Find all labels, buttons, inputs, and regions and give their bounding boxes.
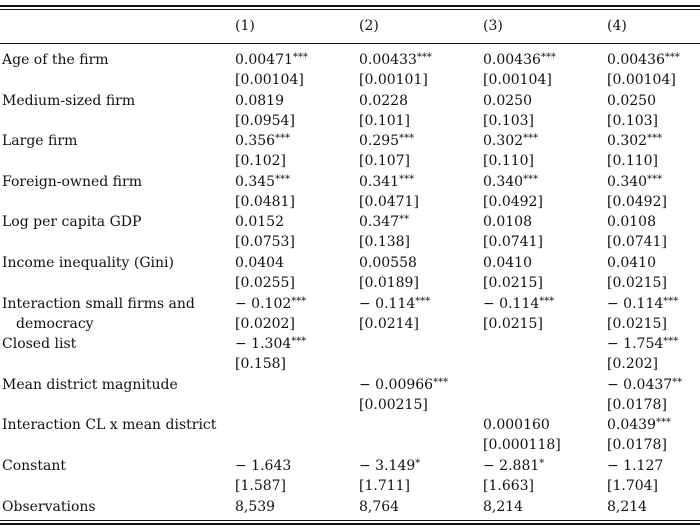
coefficient-value: 0.00433	[359, 52, 417, 68]
coefficient-cell	[483, 457, 544, 477]
standard-error-cell: [0.101]	[359, 113, 411, 129]
significance-stars: *	[539, 458, 545, 469]
coefficient-value: 0.302	[483, 133, 524, 149]
coefficient-cell	[483, 416, 550, 436]
coefficient-value: 0.345	[235, 174, 276, 190]
coefficient-value: 0.00436	[483, 52, 541, 68]
coefficient-cell	[607, 376, 682, 396]
coefficient-value: − 0.114	[483, 296, 540, 312]
significance-stars: ***	[539, 296, 555, 307]
standard-error-cell: [0.0255]	[235, 275, 295, 291]
coefficient-value: 0.0410	[607, 255, 656, 271]
standard-error-cell: [0.0215]	[607, 316, 667, 332]
standard-error-cell: [0.0189]	[359, 275, 419, 291]
standard-error-cell: [1.663]	[483, 478, 535, 494]
coefficient-value: 0.0250	[607, 93, 656, 109]
significance-stars: ***	[656, 417, 671, 428]
significance-stars: ***	[415, 296, 431, 307]
standard-error-cell: [0.103]	[607, 113, 659, 129]
row-label: Age of the firm	[2, 52, 109, 68]
coefficient-value: 8,764	[359, 499, 400, 515]
coefficient-cell	[359, 51, 432, 71]
standard-error-cell: [0.202]	[607, 356, 659, 372]
coefficient-value: − 3.149	[359, 458, 416, 474]
coefficient-cell	[359, 254, 417, 274]
coefficient-value: − 0.0437	[607, 377, 673, 393]
standard-error-cell: [0.0954]	[235, 113, 295, 129]
significance-stars: ***	[540, 52, 556, 63]
standard-error-cell: [0.00104]	[483, 72, 552, 88]
significance-stars: ***	[416, 52, 432, 63]
coefficient-value: 0.0152	[235, 214, 284, 230]
standard-error-cell: [0.00101]	[359, 72, 428, 88]
coefficient-value: − 1.754	[607, 336, 664, 352]
significance-stars: ***	[433, 377, 449, 388]
coefficient-cell	[359, 376, 448, 396]
significance-stars: ***	[291, 336, 307, 347]
standard-error-cell: [0.0215]	[483, 316, 543, 332]
standard-error-cell: [0.00215]	[359, 397, 428, 413]
coefficient-value: − 1.643	[235, 458, 292, 474]
standard-error-cell: [0.0492]	[607, 194, 667, 210]
significance-stars: ***	[523, 174, 539, 185]
coefficient-cell	[483, 213, 532, 233]
coefficient-value: 0.00436	[607, 52, 665, 68]
top-rule-thick	[0, 5, 700, 7]
standard-error-cell: [0.0741]	[607, 234, 667, 250]
coefficient-value: 0.0250	[483, 93, 532, 109]
column-header-1: (1)	[235, 18, 255, 34]
coefficient-cell	[483, 254, 532, 274]
row-label: Interaction small firms and	[2, 296, 195, 312]
coefficient-cell	[483, 173, 538, 193]
coefficient-cell	[607, 457, 663, 477]
coefficient-cell	[483, 498, 523, 518]
top-rule-thin	[0, 9, 700, 10]
standard-error-cell: [0.102]	[235, 153, 287, 169]
significance-stars: ***	[399, 174, 415, 185]
coefficient-value: 0.347	[359, 214, 400, 230]
standard-error-cell: [0.0481]	[235, 194, 295, 210]
coefficient-value: − 0.114	[359, 296, 416, 312]
coefficient-value: 8,214	[483, 499, 524, 515]
significance-stars: ***	[275, 174, 291, 185]
coefficient-cell	[235, 51, 308, 71]
coefficient-cell	[359, 173, 414, 193]
standard-error-cell: [0.0215]	[607, 275, 667, 291]
coefficient-value: − 0.114	[607, 296, 664, 312]
coefficient-cell	[483, 51, 556, 71]
significance-stars: *	[415, 458, 421, 469]
coefficient-cell	[607, 254, 656, 274]
standard-error-cell: [0.0492]	[483, 194, 543, 210]
coefficient-cell	[607, 335, 678, 355]
coefficient-cell	[235, 295, 306, 315]
row-label: Interaction CL x mean district	[2, 417, 217, 433]
coefficient-cell	[235, 92, 284, 112]
row-label: Observations	[2, 499, 96, 515]
coefficient-cell	[359, 295, 430, 315]
standard-error-cell: [1.711]	[359, 478, 411, 494]
row-label-continuation: democracy	[16, 316, 94, 332]
standard-error-cell: [0.110]	[483, 153, 535, 169]
significance-stars: ***	[647, 133, 663, 144]
standard-error-cell: [0.0202]	[235, 316, 295, 332]
coefficient-value: 0.340	[607, 174, 648, 190]
coefficient-cell	[359, 92, 408, 112]
standard-error-cell: [0.0741]	[483, 234, 543, 250]
coefficient-cell	[607, 213, 656, 233]
standard-error-cell: [0.0178]	[607, 437, 667, 453]
coefficient-value: 8,214	[607, 499, 648, 515]
coefficient-value: 0.00471	[235, 52, 293, 68]
standard-error-cell: [0.0215]	[483, 275, 543, 291]
coefficient-value: 8,539	[235, 499, 276, 515]
standard-error-cell: [0.0214]	[359, 316, 419, 332]
coefficient-cell	[607, 173, 662, 193]
significance-stars: **	[399, 214, 410, 225]
coefficient-value: − 1.304	[235, 336, 292, 352]
coefficient-cell	[235, 213, 284, 233]
coefficient-cell	[607, 51, 680, 71]
column-header-3: (3)	[483, 18, 503, 34]
coefficient-cell	[359, 213, 409, 233]
coefficient-value: 0.356	[235, 133, 276, 149]
coefficient-cell	[607, 498, 647, 518]
coefficient-cell	[359, 132, 414, 152]
significance-stars: **	[672, 377, 683, 388]
bottom-rule-thick	[0, 523, 700, 525]
standard-error-cell: [0.107]	[359, 153, 411, 169]
standard-error-cell: [0.0753]	[235, 234, 295, 250]
coefficient-cell	[235, 254, 284, 274]
significance-stars: ***	[292, 52, 308, 63]
coefficient-cell	[235, 457, 291, 477]
standard-error-cell: [0.103]	[483, 113, 535, 129]
coefficient-cell	[235, 335, 306, 355]
coefficient-cell	[235, 132, 290, 152]
row-label: Mean district magnitude	[2, 377, 178, 393]
coefficient-value: 0.00558	[359, 255, 417, 271]
significance-stars: ***	[663, 296, 679, 307]
row-label: Medium-sized firm	[2, 93, 136, 109]
coefficient-value: 0.0108	[607, 214, 656, 230]
standard-error-cell: [1.587]	[235, 478, 287, 494]
standard-error-cell: [0.158]	[235, 356, 287, 372]
coefficient-value: 0.0439	[607, 417, 656, 433]
coefficient-value: 0.0410	[483, 255, 532, 271]
header-rule	[0, 43, 700, 44]
coefficient-value: 0.340	[483, 174, 524, 190]
standard-error-cell: [0.0471]	[359, 194, 419, 210]
coefficient-cell	[359, 498, 399, 518]
coefficient-cell	[483, 295, 554, 315]
row-label: Log per capita GDP	[2, 214, 142, 230]
coefficient-value: − 0.00966	[359, 377, 434, 393]
standard-error-cell: [0.000118]	[483, 437, 561, 453]
coefficient-value: 0.0228	[359, 93, 408, 109]
coefficient-value: 0.000160	[483, 417, 550, 433]
standard-error-cell: [1.704]	[607, 478, 659, 494]
coefficient-cell	[607, 132, 662, 152]
row-label: Foreign-owned firm	[2, 174, 142, 190]
coefficient-cell	[359, 457, 420, 477]
coefficient-value: 0.302	[607, 133, 648, 149]
significance-stars: ***	[291, 296, 307, 307]
coefficient-value: 0.341	[359, 174, 400, 190]
row-label: Income inequality (Gini)	[2, 255, 174, 271]
row-label: Closed list	[2, 336, 77, 352]
standard-error-cell: [0.0178]	[607, 397, 667, 413]
coefficient-cell	[483, 92, 532, 112]
column-header-2: (2)	[359, 18, 379, 34]
row-label: Large firm	[2, 133, 78, 149]
coefficient-value: 0.0819	[235, 93, 284, 109]
coefficient-value: − 1.127	[607, 458, 664, 474]
column-header-4: (4)	[607, 18, 627, 34]
coefficient-value: − 2.881	[483, 458, 540, 474]
coefficient-cell	[607, 416, 671, 436]
significance-stars: ***	[523, 133, 539, 144]
standard-error-cell: [0.110]	[607, 153, 659, 169]
standard-error-cell: [0.00104]	[235, 72, 304, 88]
significance-stars: ***	[399, 133, 415, 144]
significance-stars: ***	[647, 174, 663, 185]
significance-stars: ***	[275, 133, 291, 144]
standard-error-cell: [0.138]	[359, 234, 411, 250]
significance-stars: ***	[663, 336, 679, 347]
significance-stars: ***	[664, 52, 680, 63]
coefficient-cell	[235, 498, 275, 518]
coefficient-cell	[235, 173, 290, 193]
coefficient-value: 0.0404	[235, 255, 284, 271]
coefficient-cell	[607, 295, 678, 315]
coefficient-cell	[483, 132, 538, 152]
bottom-rule-thin	[0, 520, 700, 521]
coefficient-value: 0.0108	[483, 214, 532, 230]
standard-error-cell: [0.00104]	[607, 72, 676, 88]
coefficient-value: 0.295	[359, 133, 400, 149]
coefficient-value: − 0.102	[235, 296, 292, 312]
row-label: Constant	[2, 458, 66, 474]
coefficient-cell	[607, 92, 656, 112]
